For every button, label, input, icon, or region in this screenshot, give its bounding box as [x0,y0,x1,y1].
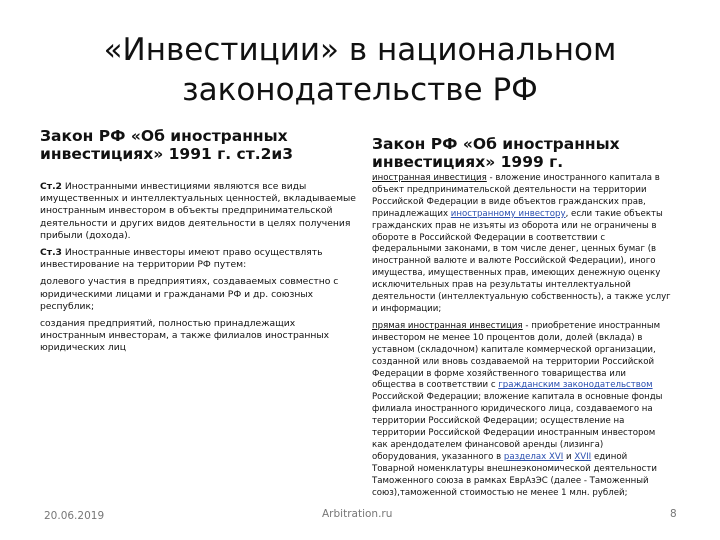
shared-participation-paragraph: долевого участия в предприятиях, создаваемых совместно с юридическими лицами и гражданами РФ и др. союзных республик; [40,276,339,312]
slide-title-line-2: законодательстве РФ [182,72,538,108]
right-heading-line-2: инвестициях» 1999 г. [372,153,564,171]
section-xvii-link[interactable]: XVII [574,451,592,462]
direct-investment-text-a: - приобретение иностранным инвестором не менее 10 процентов доли, долей (вклада) в уставном (складочном) капитале коммерческой организации, созданной или вновь создаваемой на территории Российской Федерации в форме хозяйственного товарищества или общества в соответствии с [372,320,661,391]
right-heading-line-1: Закон РФ «Об иностранных [372,135,620,153]
wholly-owned-paragraph: создания предприятий, полностью принадлежащих иностранным инвесторам, а также филиалов иностранных юридических лиц [40,318,330,354]
article-2-text: Иностранными инвестициями являются все виды имущественных и интеллектуальных ценностей, вкладываемые иностранным инвестором в объекты предпринимательской деятельности и других видов деятельности в целях получения прибыли (дохода). [40,181,356,241]
foreign-investment-text-a: - вложение иностранного капитала в объект предпринимательской деятельности на территории Российской Федерации в виде объектов гражданских прав, принадлежащих [372,173,660,219]
foreign-investment-definition [372,173,672,316]
footer-site: Arbitration.ru [322,508,393,520]
right-column-body [372,173,672,504]
section-xvi-link[interactable]: разделах XVI [503,451,564,462]
right-column-heading [372,135,692,171]
civil-legislation-link[interactable]: гражданским законодательством [498,380,653,391]
slide-title-line-1: «Инвестиции» в национальном [103,32,617,68]
left-heading-line-1: Закон РФ «Об иностранных [40,127,288,145]
article-3-ref: Ст.3 [40,247,62,259]
left-heading-line-2: инвестициях» 1991 г. ст.2и3 [40,145,294,163]
direct-investment-text-d: единой Товарной номенклатуры внешнеэкономической деятельности Таможенного союза в рамках ЕврАзЭС (далее - Таможенный союз),таможенной стоимостью не менее 1 млн. рублей; [372,451,657,498]
footer-page-number: 8 [670,508,677,520]
foreign-investor-link[interactable]: иностранному инвестору [450,208,566,219]
article-3-text: Иностранные инвесторы имеют право осуществлять инвестирование на территории РФ путем: [40,247,323,271]
direct-investment-text-b: Российской Федерации; вложение капитала в основные фонды филиала иностранного юридического лица, создаваемого на территории Российской Федерации; осуществление на территории Российской Федерации иностранным инвестором как арендодателем финансовой аренды (лизинга) оборудования, указанного в [372,392,663,462]
article-2-ref: Ст.2 [40,181,62,192]
direct-investment-term[interactable]: прямая иностранная инвестиция [372,320,523,331]
slide-title [60,30,660,110]
direct-investment-definition [372,321,672,500]
article-2-paragraph [40,181,358,242]
direct-investment-text-c: и [563,451,575,462]
foreign-investment-term[interactable]: иностранная инвестиция [372,173,487,183]
footer-date: 20.06.2019 [44,510,105,522]
article-3-paragraph [40,247,358,271]
left-column-heading [40,127,360,163]
foreign-investment-text-b: , если такие объекты гражданских прав не изъяты из оборота или не ограничены в обороте в Российской Федерации в соответствии с федеральными законами, в том числе денег, ценных бумаг (в иностранной валюте и валюте Российской Федерации), иного имущества, имущественных прав, имеющих денежную оценку исключительных прав на результаты интеллектуальной деятельности (интеллектуальную собственность), а также услуг и информации; [372,208,671,314]
left-column-body [40,181,358,360]
